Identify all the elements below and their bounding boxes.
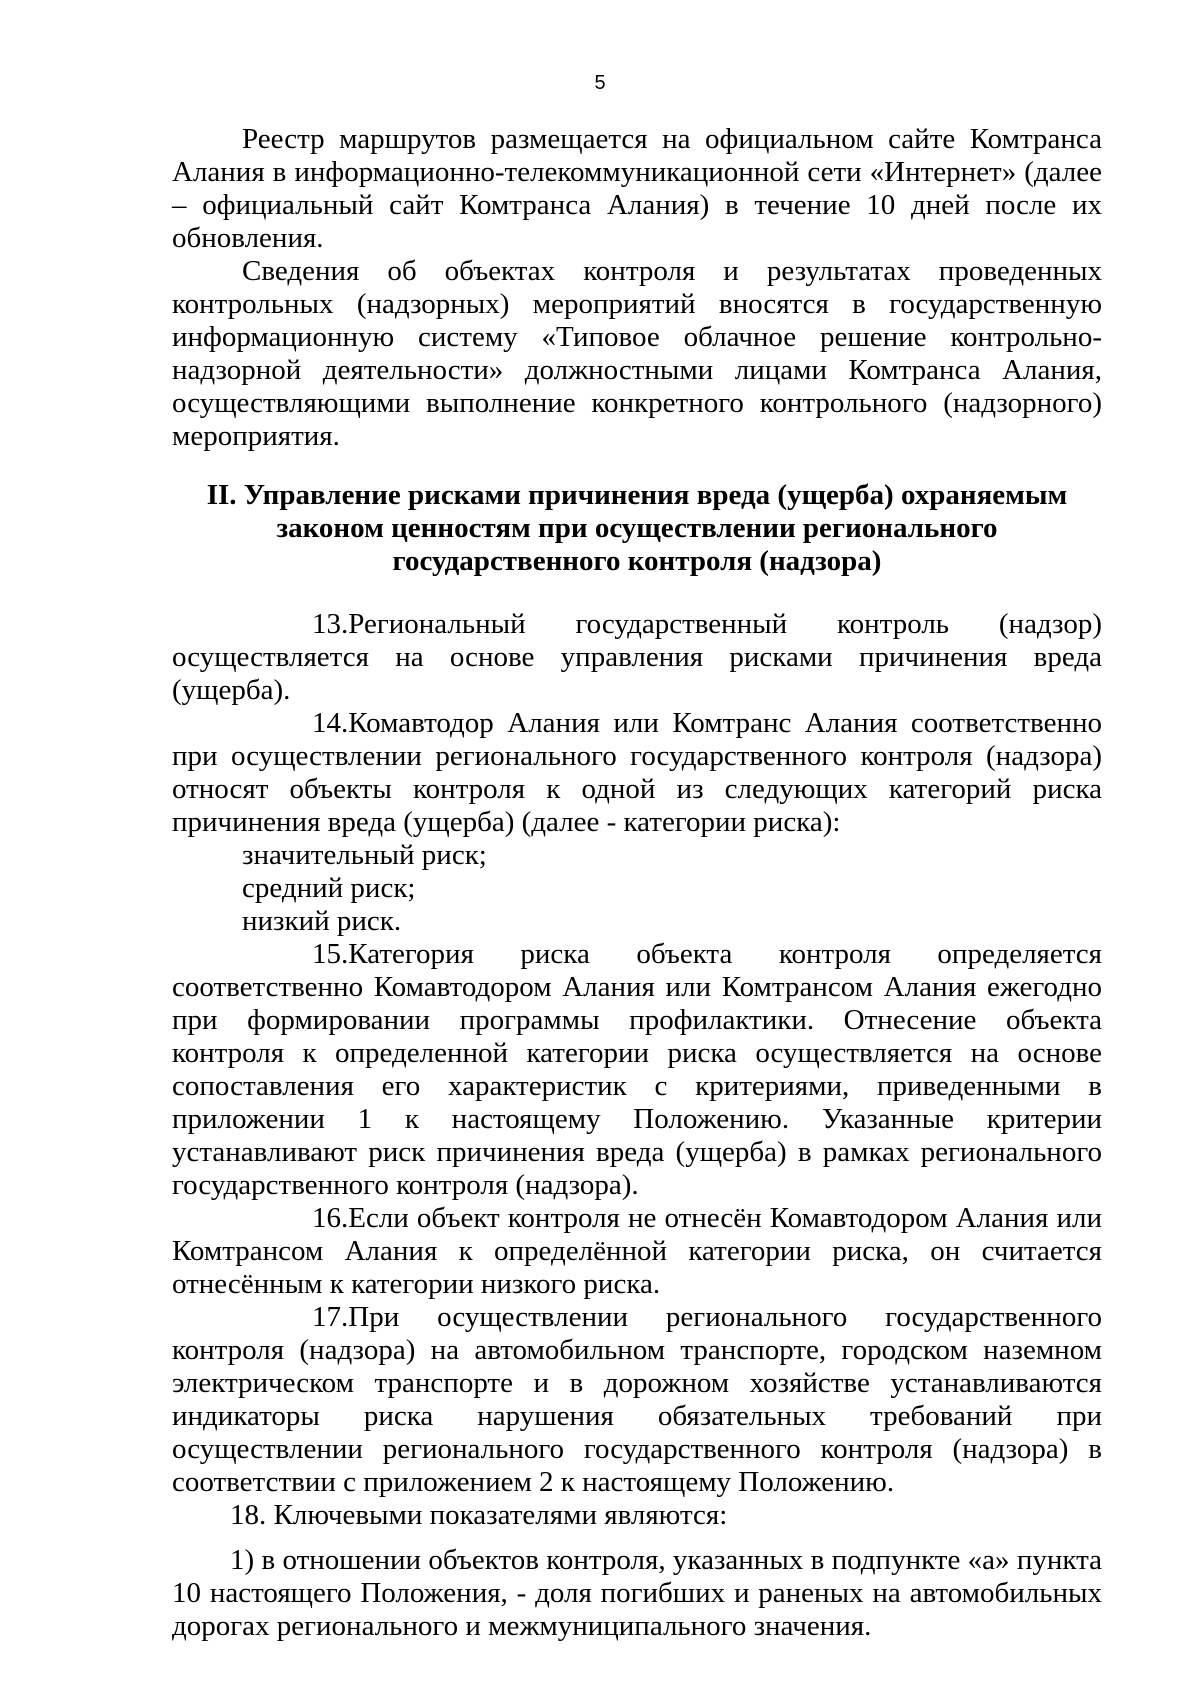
paragraph-15	[172, 938, 1102, 1202]
section-heading-line: законом ценностям при осуществлении регионального	[276, 512, 998, 544]
paragraph-text: Комавтодор Алания или Комтранс Алания соответственно при осуществлении регионального государственного контроля (надзора) относят объекты контроля к одной из следующих категорий риска причинения вреда (ущерба) (далее - категории риска):	[172, 707, 1102, 838]
paragraph-16	[172, 1202, 1102, 1301]
risk-item: средний риск;	[242, 872, 416, 904]
paragraph-text: Если объект контроля не отнесён Комавтодором Алания или Комтрансом Алания к определённой категории риска, он считается отнесённым к категории низкого риска.	[172, 1202, 1102, 1300]
section-heading-line: государственного контроля (надзора)	[392, 545, 882, 577]
paragraph-number: 14.	[312, 707, 349, 739]
section-heading-line: II. Управление рисками причинения вреда (ущерба) охраняемым	[206, 479, 1068, 511]
paragraph-number: 15.	[312, 938, 349, 970]
section-heading	[172, 479, 1102, 578]
paragraph-18: 18. Ключевыми показателями являются:	[230, 1499, 728, 1531]
risk-item: низкий риск.	[242, 905, 402, 937]
paragraph-text: При осуществлении регионального государственного контроля (надзора) на автомобильном транспорте, городском наземном электрическом транспорте и в дорожном хозяйстве устанавливаются индикаторы риска нарушения обязательных требований при осуществлении регионального государственного контроля (надзора) в соответствии с приложением 2 к настоящему Положению.	[172, 1301, 1102, 1498]
paragraph-13	[172, 608, 1102, 707]
paragraph-text: Региональный государственный контроль (надзор) осуществляется на основе управления рисками причинения вреда (ущерба).	[172, 608, 1102, 706]
paragraph-registry: Реестр маршрутов размещается на официальном сайте Комтранса Алания в информационно-телекоммуникационной сети «Интернет» (далее – официальный сайт Комтранса Алания) в течение 10 дней после их обновления.	[172, 123, 1102, 254]
document-body	[172, 123, 1102, 1643]
paragraph-text: Категория риска объекта контроля определяется соответственно Комавтодором Алания или Комтрансом Алания ежегодно при формировании программы профилактики. Отнесение объекта контроля к определенной категории риска осуществляется на основе сопоставления его характеристик с критериями, приведенными в приложении 1 к настоящему Положению. Указанные критерии устанавливают риск причинения вреда (ущерба) в рамках регионального государственного контроля (надзора).	[172, 938, 1102, 1201]
paragraph-18-1: 1) в отношении объектов контроля, указанных в подпункте «а» пункта 10 настоящего Положения, - доля погибших и раненых на автомобильных дорогах регионального и межмуниципального значения.	[172, 1544, 1102, 1642]
paragraph-17	[172, 1301, 1102, 1499]
paragraph-number: 17.	[312, 1301, 349, 1333]
paragraph-number: 16.	[312, 1202, 349, 1234]
spacer	[172, 1532, 1102, 1544]
paragraph-info-system: Сведения об объектах контроля и результатах проведенных контрольных (надзорных) мероприятий вносятся в государственную информационную систему «Типовое облачное решение контрольно-надзорной деятельности» должностными лицами Комтранса Алания, осуществляющими выполнение конкретного контрольного (надзорного) мероприятия.	[172, 255, 1102, 452]
paragraph-14	[172, 707, 1102, 839]
paragraph-number: 13.	[312, 608, 349, 640]
page-number: 5	[594, 72, 606, 94]
risk-item: значительный риск;	[242, 839, 487, 871]
